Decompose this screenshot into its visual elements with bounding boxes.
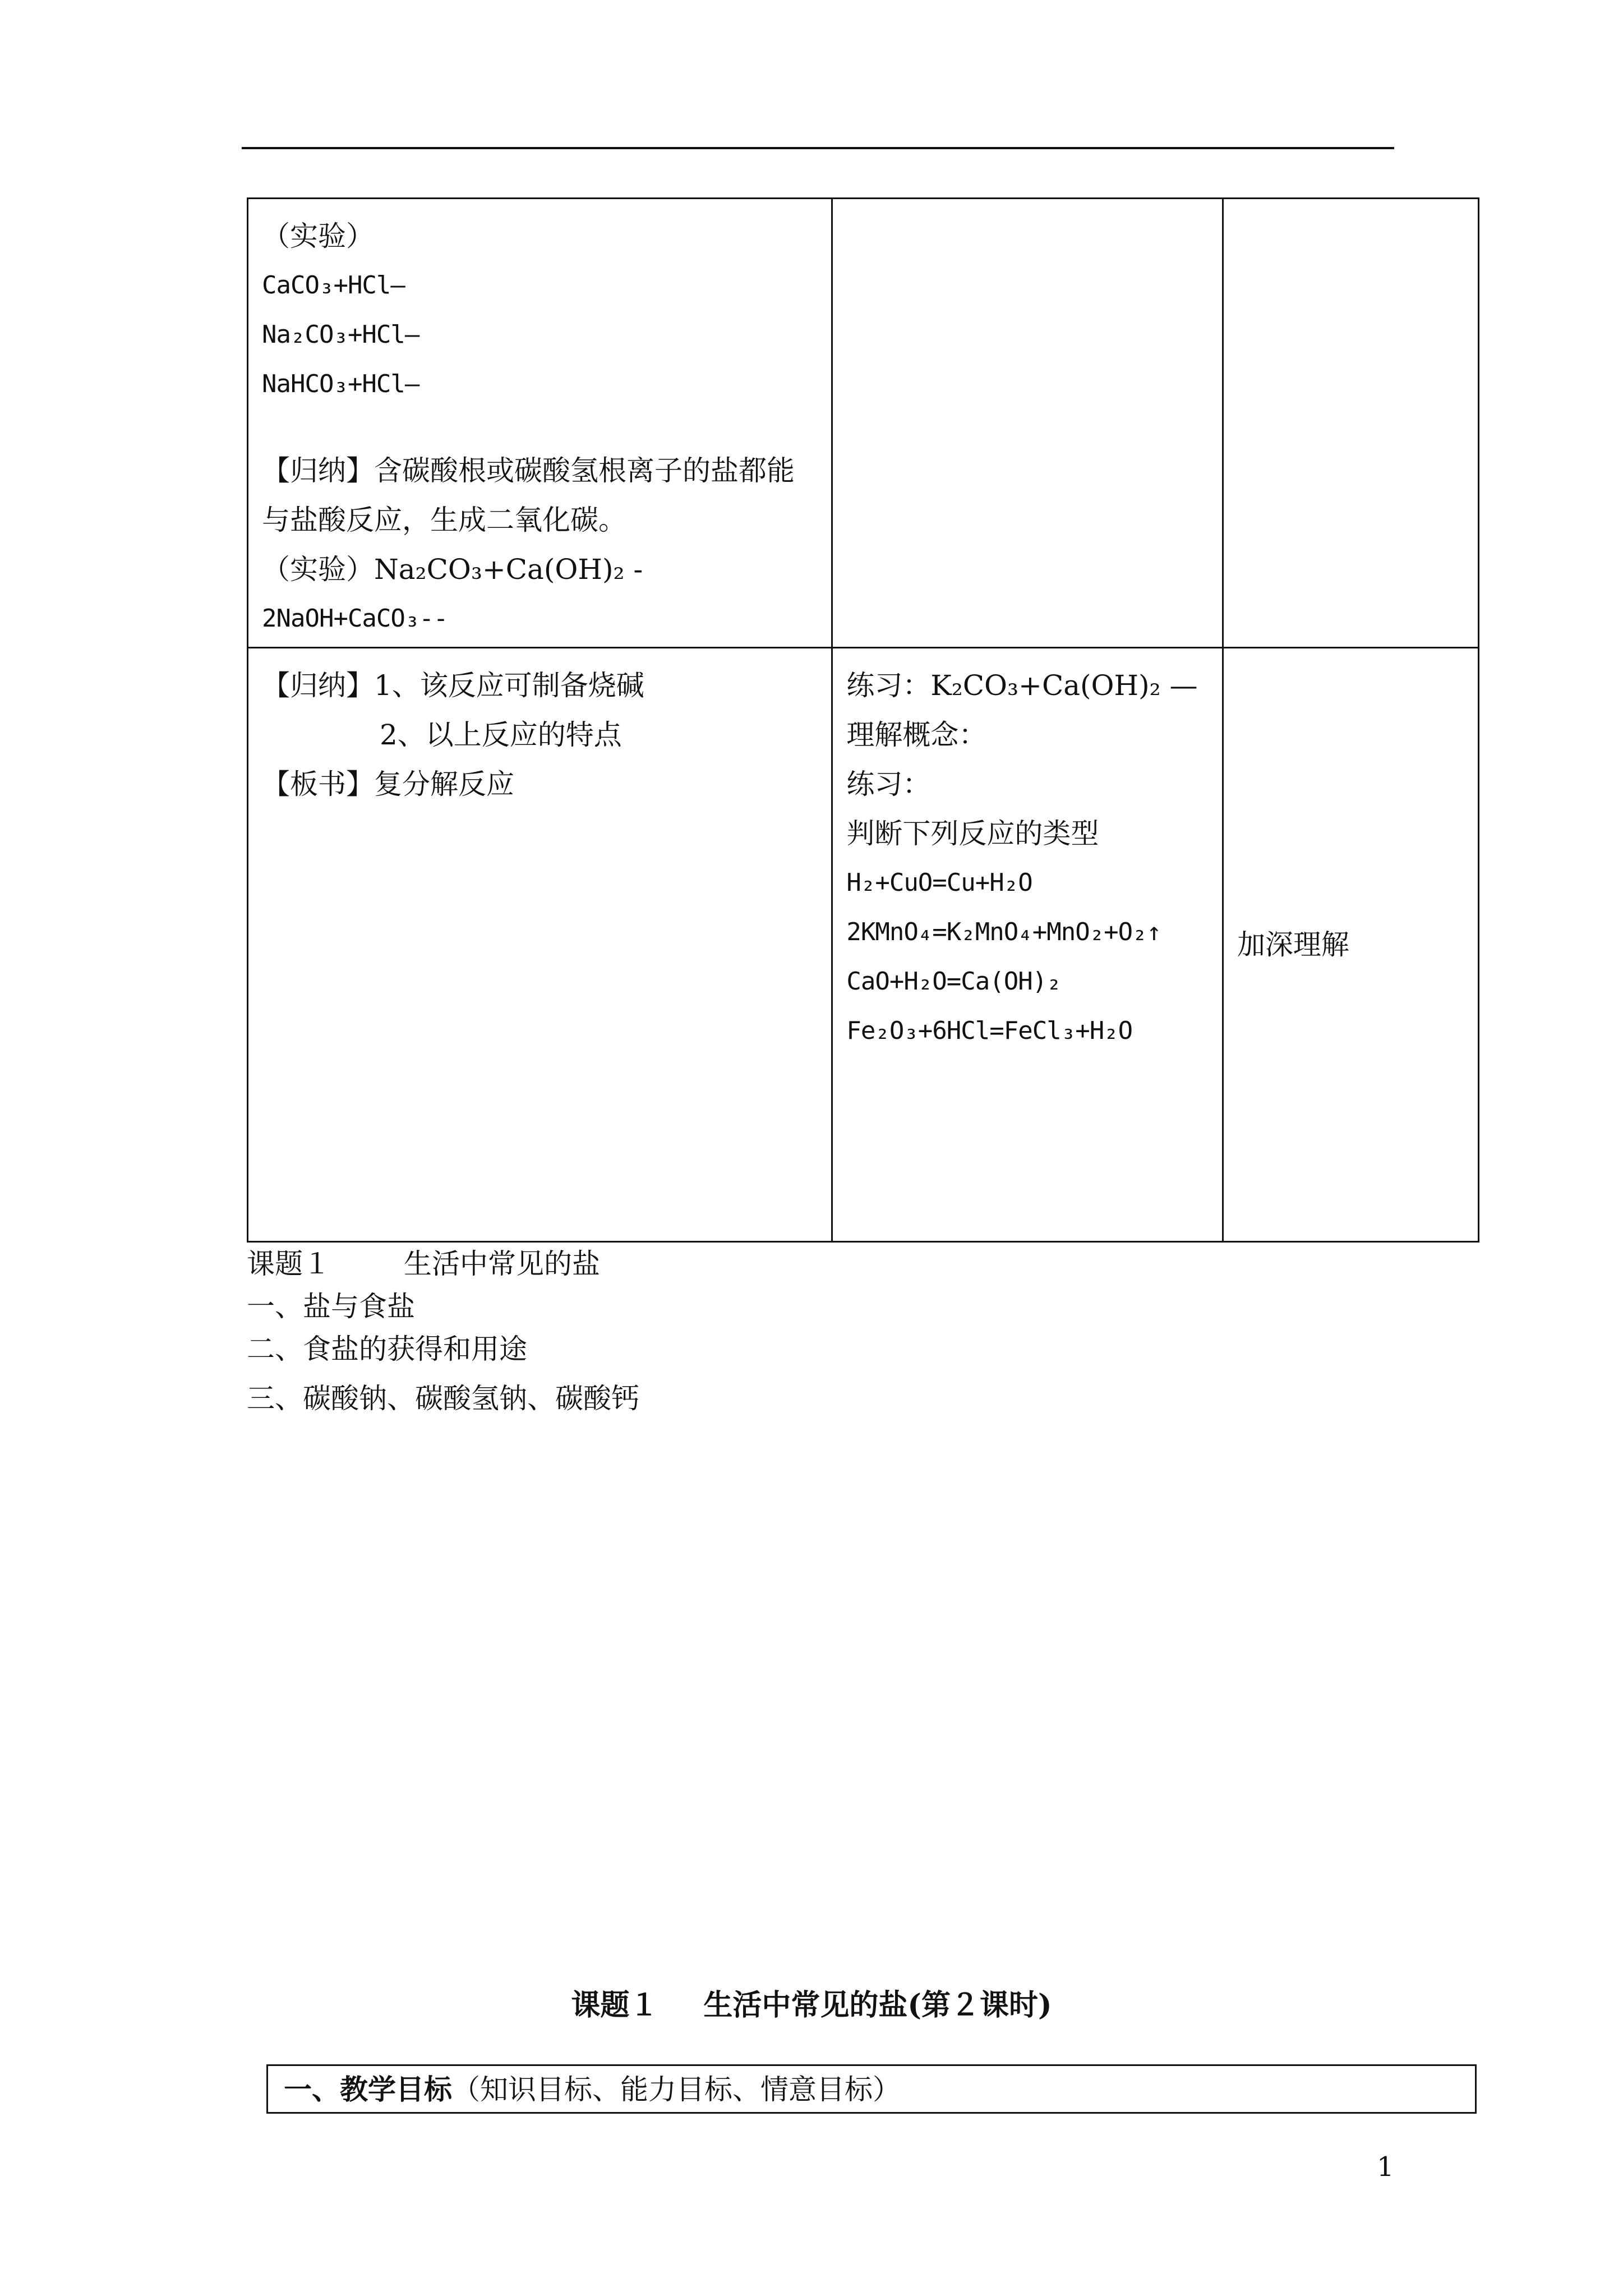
summary-item: 三、碳酸钠、碳酸氢钠、碳酸钙 — [247, 1382, 639, 1415]
concept-line: 理解概念： — [846, 719, 987, 751]
exercise-instruction: 判断下列反应的类型 — [846, 817, 1099, 850]
board-summary — [247, 1243, 639, 1420]
summary-line-1: 【归纳】含碳酸根或碳酸氢根离子的盐都能 — [262, 454, 795, 487]
activity-cell — [248, 648, 832, 1242]
goals-heading: 一、教学目标 — [284, 2073, 452, 2106]
exercise-line: 练习：K₂CO₃+Ca(OH)₂ — — [846, 669, 1198, 702]
summary-point-2: 2、以上反应的特点 — [380, 719, 622, 751]
teaching-goals-box — [266, 2064, 1477, 2114]
lesson-title: 课题１ 生活中常见的盐(第２课时) — [571, 1988, 1052, 2022]
table-row — [248, 648, 1479, 1242]
intent-cell — [1223, 199, 1478, 648]
table-row — [248, 199, 1479, 648]
topic-heading: 课题１ 生活中常见的盐 — [247, 1248, 600, 1280]
activity-cell — [248, 199, 832, 648]
equation-nahco3-hcl: NaHCO₃+HCl— — [262, 370, 419, 398]
header-rule — [242, 147, 1394, 149]
summary-line-2: 与盐酸反应，生成二氧化碳。 — [262, 504, 626, 536]
equation-caco3-hcl: CaCO₃+HCl— — [262, 271, 405, 300]
student-activity-cell — [832, 648, 1223, 1242]
summary-label: 【归纳】 — [262, 454, 374, 487]
experiment-line-2: （实验）Na₂CO₃+Ca(OH)₂ - — [262, 553, 643, 586]
summary-point-1: 【归纳】1、该反应可制备烧碱 — [262, 669, 644, 702]
equation-cao-h2o: CaO+H₂O=Ca(OH)₂ — [846, 967, 1061, 996]
equation-na2co3-hcl: Na₂CO₃+HCl— — [262, 320, 419, 349]
intent-cell: 加深理解 — [1223, 648, 1478, 1242]
board-note: 【板书】复分解反应 — [262, 768, 514, 800]
equation-product: 2NaOH+CaCO₃-- — [262, 604, 448, 633]
summary-item: 一、盐与食盐 — [247, 1290, 415, 1323]
exercise-label: 练习： — [846, 768, 931, 800]
page-number: 1 — [1377, 2151, 1394, 2183]
equation-fe2o3-hcl: Fe₂O₃+6HCl=FeCl₃+H₂O — [846, 1016, 1133, 1045]
experiment-label: （实验） — [262, 220, 374, 252]
summary-item: 二、食盐的获得和用途 — [247, 1333, 527, 1365]
goals-detail: （知识目标、能力目标、情意目标） — [452, 2073, 901, 2106]
equation-h2-cuo: H₂+CuO=Cu+H₂O — [846, 868, 1032, 897]
lesson-table — [247, 197, 1479, 1243]
student-activity-cell — [832, 199, 1223, 648]
equation-kmno4: 2KMnO₄=K₂MnO₄+MnO₂+O₂↑ — [846, 918, 1161, 946]
